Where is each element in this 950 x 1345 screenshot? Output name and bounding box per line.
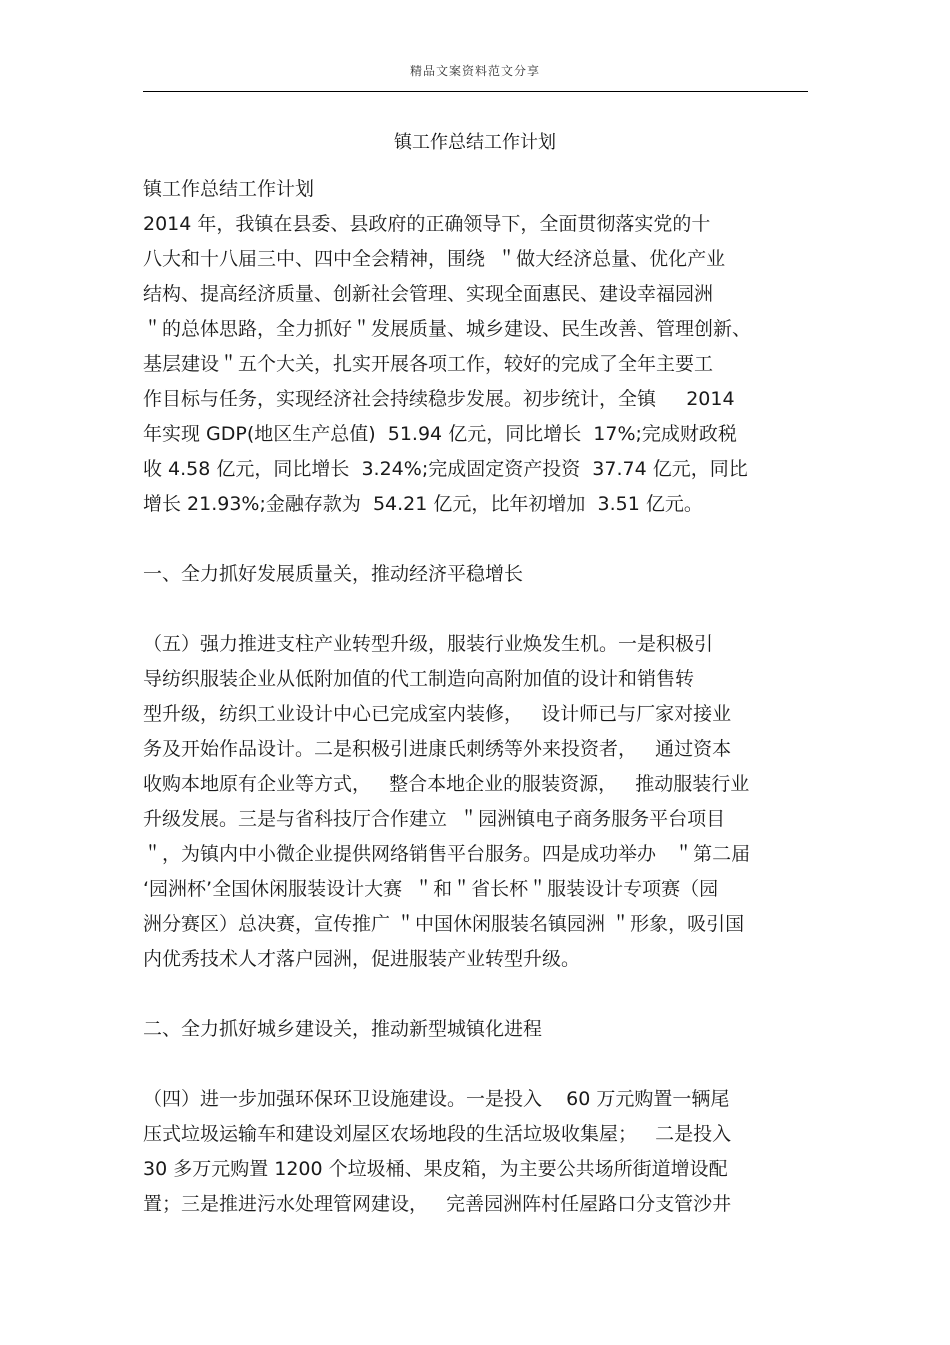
document-body (143, 172, 803, 1222)
text-line: （五）强力推进支柱产业转型升级，服装行业焕发生机。一是积极引 (143, 633, 714, 655)
paragraph-section-2 (143, 1082, 803, 1222)
section-heading-1 (143, 557, 803, 592)
text-line: 2014 年，我镇在县委、县政府的正确领导下，全面贯彻落实党的十 (143, 213, 711, 235)
page-header-text: 精品文案资料范文分享 (409, 64, 540, 78)
text-line: 升级发展。三是与省科技厅合作建立 ＂园洲镇电子商务服务平台项目 (143, 808, 726, 830)
text-line: 内优秀技术人才落户园洲，促进服装产业转型升级。 (143, 948, 581, 970)
text-line: 30 多万元购置 1200 个垃圾桶、果皮箱，为主要公共场所街道增设配 (143, 1158, 728, 1180)
document-title: 镇工作总结工作计划 (394, 132, 556, 153)
text-line: ‘园洲杯’全国休闲服装设计大赛 ＂和＂省长杯＂服装设计专项赛（园 (143, 878, 719, 900)
text-line: 结构、提高经济质量、创新社会管理、实现全面惠民、建设幸福园洲 (143, 283, 714, 305)
paragraph-gap (143, 522, 803, 557)
text-line: ＂，为镇内中小微企业提供网络销售平台服务。四是成功举办 ＂第二届 (143, 843, 751, 865)
text-line: 二、全力抓好城乡建设关，推动新型城镇化进程 (143, 1018, 543, 1040)
text-line: 收 4.58 亿元，同比增长 3.24%;完成固定资产投资 37.74 亿元，同比 (143, 458, 748, 480)
paragraph-subtitle (143, 172, 803, 207)
text-line: （四）进一步加强环保环卫设施建设。一是投入 60 万元购置一辆尾 (143, 1088, 730, 1110)
paragraph-gap (143, 977, 803, 1012)
text-line: 镇工作总结工作计划 (143, 178, 315, 200)
text-line: 洲分赛区）总决赛，宣传推广 ＂中国休闲服装名镇园洲 ＂形象，吸引国 (143, 913, 745, 935)
text-line: 基层建设＂五个大关，扎实开展各项工作，较好的完成了全年主要工 (143, 353, 714, 375)
text-line: ＂的总体思路，全力抓好＂发展质量、城乡建设、民生改善、管理创新、 (143, 318, 752, 340)
paragraph-gap (143, 1047, 803, 1082)
text-line: 压式垃圾运输车和建设刘屋区农场地段的生活垃圾收集屋； 二是投入 (143, 1123, 732, 1145)
text-line: 置；三是推进污水处理管网建设， 完善园洲阵村任屋路口分支管沙井 (143, 1193, 732, 1215)
text-line: 务及开始作品设计。二是积极引进康氏刺绣等外来投资者， 通过资本 (143, 738, 732, 760)
text-line: 作目标与任务，实现经济社会持续稳步发展。初步统计，全镇 2014 (143, 388, 735, 410)
text-line: 导纺织服装企业从低附加值的代工制造向高附加值的设计和销售转 (143, 668, 695, 690)
header-rule (143, 91, 808, 92)
text-line: 型升级，纺织工业设计中心已完成室内装修， 设计师已与厂家对接业 (143, 703, 732, 725)
paragraph-section-1 (143, 627, 803, 977)
paragraph-gap (143, 592, 803, 627)
text-line: 增长 21.93%;金融存款为 54.21 亿元，比年初增加 3.51 亿元。 (143, 493, 703, 515)
paragraph-intro (143, 207, 803, 522)
text-line: 八大和十八届三中、四中全会精神，围绕 ＂做大经济总量、优化产业 (143, 248, 726, 270)
text-line: 一、全力抓好发展质量关，推动经济平稳增长 (143, 563, 524, 585)
section-heading-2 (143, 1012, 803, 1047)
text-line: 年实现 GDP(地区生产总值) 51.94 亿元，同比增长 17%;完成财政税 (143, 423, 737, 445)
text-line: 收购本地原有企业等方式， 整合本地企业的服装资源， 推动服装行业 (143, 773, 750, 795)
